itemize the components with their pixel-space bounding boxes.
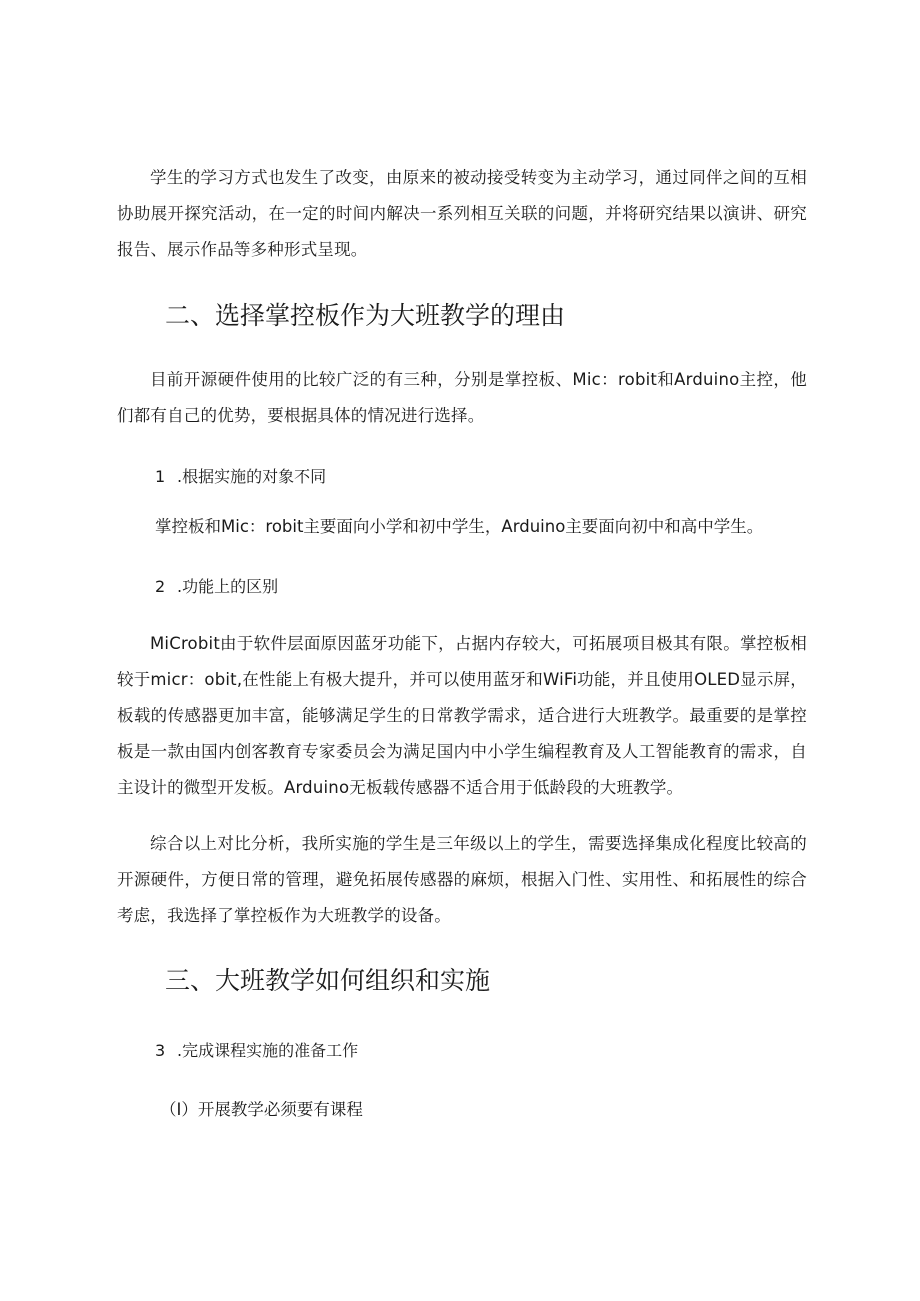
- item-text: .功能上的区别: [177, 577, 279, 596]
- item-number: 2: [155, 577, 166, 596]
- item-text: .根据实施的对象不同: [177, 467, 327, 486]
- item-number: 1: [155, 467, 166, 486]
- paragraph-learning-mode: 学生的学习方式也发生了改变，由原来的被动接受转变为主动学习，通过同伴之间的互相协助展开探究活动，在一定的时间内解决一系列相互关联的问题，并将研究结果以演讲、研究报告、展示作品等多种形式呈现。: [117, 168, 807, 259]
- numbered-item-2: [155, 572, 278, 602]
- paragraph-conclusion: 综合以上对比分析，我所实施的学生是三年级以上的学生，需要选择集成化程度比较高的开源硬件，方便日常的管理，避免拓展传感器的麻烦，根据入门性、实用性、和拓展性的综合考虑，我选择了掌控板作为大班教学的设备。: [117, 834, 807, 925]
- paragraph-hardware-overview: 目前开源硬件使用的比较广泛的有三种，分别是掌控板、Mic：robit和Arduino主控，他们都有自己的优势，要根据具体的情况进行选择。: [117, 370, 807, 425]
- paragraph-function-difference: MiCrobit由于软件层面原因蓝牙功能下，占据内存较大，可拓展项目极其有限。掌控板相较于micr：obit,在性能上有极大提升，并可以使用蓝牙和WiFi功能，并且使用OLED显示屏，板载的传感器更加丰富，能够满足学生的日常教学需求，适合进行大班教学。最重要的是掌控板是一款由国内创客教育专家委员会为满足国内中小学生编程教育及人工智能教育的需求，自主设计的微型开发板。Arduino无板载传感器不适合用于低龄段的大班教学。: [117, 634, 807, 797]
- section-heading-two: 二、选择掌控板作为大班教学的理由: [165, 301, 566, 330]
- item-number: 3: [155, 1041, 166, 1060]
- sub-item-1: （I）开展教学必须要有课程: [160, 1100, 363, 1119]
- numbered-item-1: [155, 462, 326, 492]
- paragraph-target-audience: 掌控板和Mic：robit主要面向小学和初中学生，Arduino主要面向初中和高中学生。: [155, 517, 764, 536]
- item-text: .完成课程实施的准备工作: [177, 1041, 359, 1060]
- numbered-item-3: [155, 1036, 358, 1066]
- section-heading-three: 三、大班教学如何组织和实施: [165, 966, 491, 995]
